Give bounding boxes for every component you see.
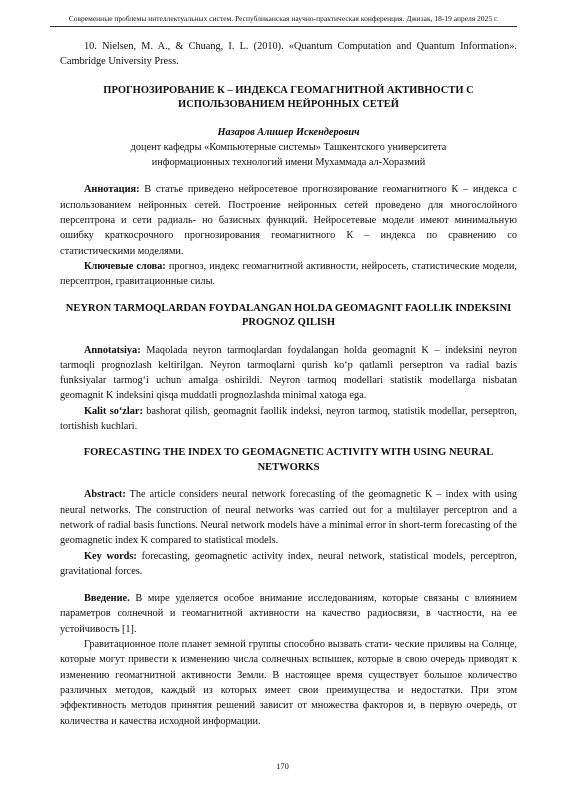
- en-abstract: [60, 487, 517, 548]
- ru-abstract-label: Аннотация:: [84, 184, 140, 196]
- author-affiliation-line1: доцент кафедры «Компьютерные системы» Ташкентского университета: [130, 141, 447, 153]
- body-paragraph-2: Гравитационное поле планет земной группы способно вызвать стати- ческие приливы на Солнце, которые могут привести к изменению числа солнечных вспышек, которые в свою очередь приводят к изменению геомагнитной активности Земли. В настоящее время существует большое количество различных методов, каждый из которых имеет свои преимущества и недостатки. При этом эффективность методов принятия решений зависит от множества факторов и, в первую очередь, от количества и качества исходной информации.: [60, 639, 517, 727]
- en-keywords-label: Key words:: [84, 550, 137, 562]
- uz-abstract-label: Annotatsiya:: [84, 344, 141, 356]
- running-header: Современные проблемы интеллектуальных систем. Республиканская научно-практическая конференция. Джизак, 18-19 апреля 2025 г.: [50, 14, 517, 27]
- ru-keywords-label: Ключевые слова:: [84, 260, 166, 272]
- uz-keywords-label: Kalit so‘zlar:: [84, 405, 143, 417]
- intro-paragraph: [60, 591, 517, 637]
- ru-abstract: [60, 182, 517, 258]
- uz-abstract: [60, 343, 517, 404]
- en-keywords: [60, 549, 517, 580]
- ru-abstract-text: В статье приведено нейросетевое прогнозирование геомагнитного К – индекса с использованием нейронных сетей. Построение нейронных сетей проведено для многослойного персептрона и сети радиаль- но базисных функций. Нейросетевые модели имеют минимальную ошибку краткосрочного прогнозирования геомагнитного К – индекса по сравнению со статистическими моделями.: [60, 184, 517, 257]
- en-abstract-label: Abstract:: [84, 489, 126, 501]
- ru-keywords: [60, 259, 517, 290]
- uz-keywords-text: bashorat qilish, geomagnit faollik indeksi, neyron tarmoq, statistik modellar, perseptron, tortishish kuchlari.: [60, 405, 517, 433]
- en-title: FORECASTING THE INDEX TO GEOMAGNETIC ACTIVITY WITH USING NEURAL NETWORKS: [83, 447, 494, 473]
- uz-abstract-text: Maqolada neyron tarmoqlardan foydalangan holda geomagnit K – indeksini neyron tarmoqli prognozlash keltirilgan. Neyron tarmoqlarni qurish ko‘p qatlamli perseptron va radial bazis funksiyalar tarmog‘i uchun amalga oshirildi. Neyron tarmoq modellari statistik modellarga nisbatan geomagnit K indeksini qisqa muddatli prognozlashda minimal xatoga ega.: [60, 344, 517, 402]
- reference-item: 10. Nielsen, M. A., & Chuang, I. L. (2010). «Quantum Computation and Quantum Information». Cambridge University Press.: [60, 41, 517, 68]
- author-name: Назаров Алишер Искендерович: [217, 126, 360, 138]
- intro-text: В мире уделяется особое внимание исследованиям, которые связаны с влиянием параметров солнечной и геомагнитной активности на качество радиосвязи, в частности, на ее устойчивость [1].: [60, 593, 517, 635]
- en-abstract-text: The article considers neural network forecasting of the geomagnetic K – index with using neural networks. The construction of neural networks was carried out for a multilayer perceptron and a network of radial basis functions. Neural network models have a minimal error in short-term forecasting of the geomagnetic index K compared to statistical models.: [60, 489, 517, 547]
- uz-title: NEYRON TARMOQLARDAN FOYDALANGAN HOLDA GEOMAGNIT FAOLLIK INDEKSINI PROGNOZ QILISH: [65, 302, 512, 329]
- intro-label: Введение.: [84, 593, 130, 605]
- ru-title: ПРОГНОЗИРОВАНИЕ К – ИНДЕКСА ГЕОМАГНИТНОЙ АКТИВНОСТИ С ИСПОЛЬЗОВАНИЕМ НЕЙРОННЫХ СЕТЕЙ: [103, 84, 474, 111]
- article-content: [60, 39, 517, 729]
- en-keywords-text: forecasting, geomagnetic activity index, neural network, statistical models, perceptron, gravitational forces.: [60, 550, 517, 577]
- page-number: 170: [276, 761, 289, 771]
- ru-keywords-text: прогноз, индекс геомагнитной активности, нейросеть, статистические модели, персептрон, гравитационные силы.: [60, 260, 518, 288]
- author-affiliation-line2: информационных технологий имени Мухаммада ал-Хоразмий: [151, 157, 426, 169]
- uz-keywords: [60, 404, 517, 435]
